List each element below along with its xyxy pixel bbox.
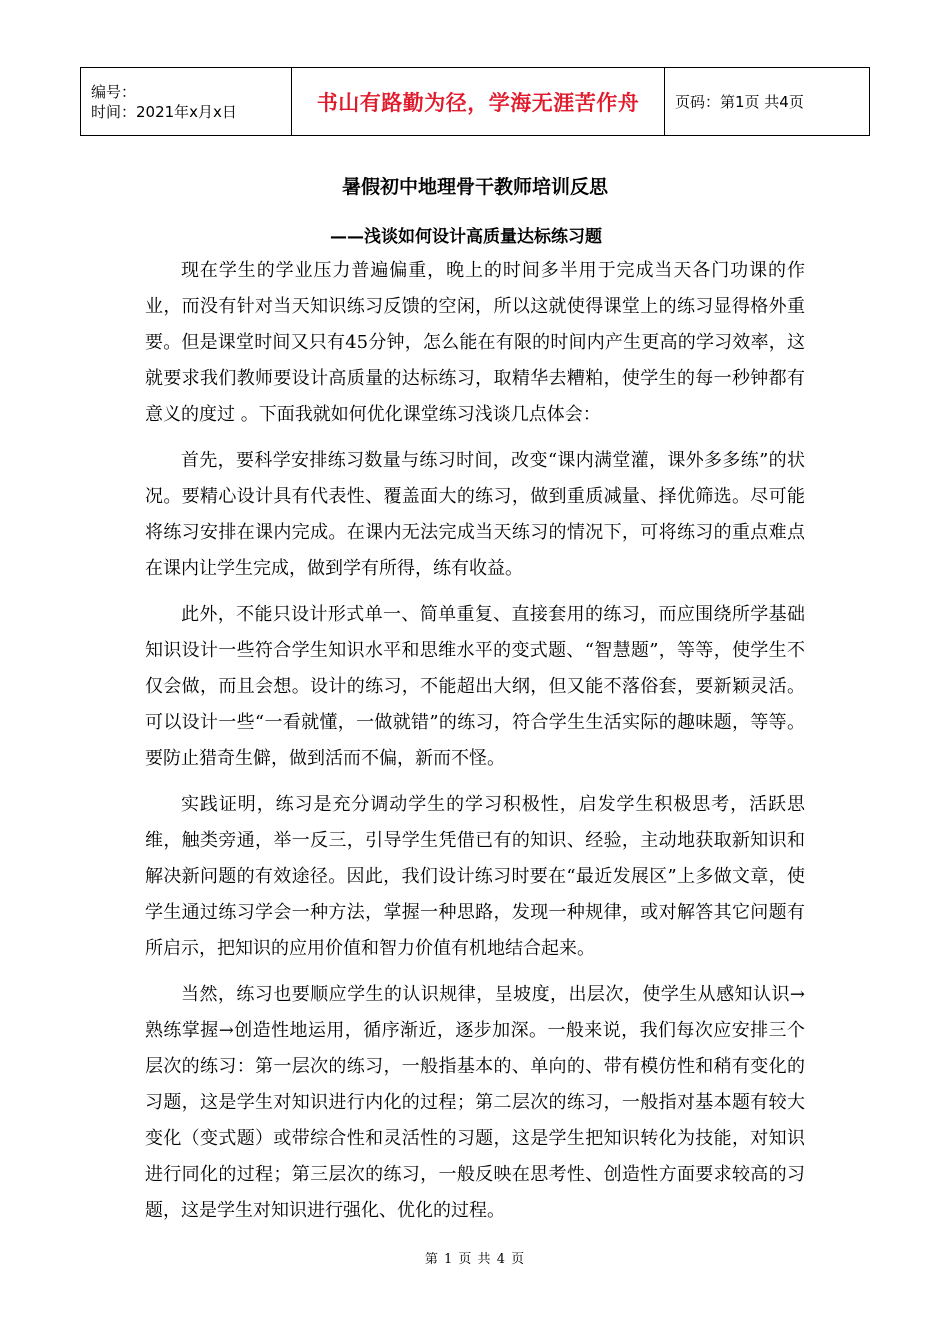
document-subtitle: ——浅谈如何设计高质量达标练习题 [330,227,602,247]
header-page-info: 页码：第1页 共4页 [665,68,870,136]
paragraph: 现在学生的学业压力普遍偏重，晚上的时间多半用于完成当天各门功课的作业，而没有针对当天知识练习反馈的空闲，所以这就使得课堂上的练习显得格外重要。但是课堂时间又只有45分钟，怎么能在有限的时间内产生更高的学习效率，这就要求我们教师要设计高质量的达标练习，取精华去糟粕，使学生的每一秒钟都有意义的度过 。下面我就如何优化课堂练习浅谈几点体会： [145,260,805,425]
page-footer: 第 1 页 共 4 页 [424,1252,526,1267]
paragraph: 实践证明，练习是充分调动学生的学习积极性，启发学生积极思考，活跃思维，触类旁通，举一反三，引导学生凭借已有的知识、经验，主动地获取新知识和解决新问题的有效途径。因此，我们设计练习时要在“最近发展区”上多做文章，使学生通过练习学会一种方法，掌握一种思路，发现一种规律，或对解答其它问题有所启示，把知识的应用价值和智力价值有机地结合起来。 [145,794,805,959]
paragraph: 当然，练习也要顺应学生的认识规律，呈坡度，出层次，使学生从感知认识→熟练掌握→创造性地运用，循序渐近，逐步加深。一般来说，我们每次应安排三个层次的练习：第一层次的练习，一般指基本的、单向的、带有模仿性和稍有变化的习题，这是学生对知识进行内化的过程；第二层次的练习，一般指对基本题有较大变化（变式题）或带综合性和灵活性的习题，这是学生把知识转化为技能，对知识进行同化的过程；第三层次的练习，一般反映在思考性、创造性方面要求较高的习题，这是学生对知识进行强化、优化的过程。 [145,984,805,1221]
header-meta-cell [81,68,292,136]
document-title: 暑假初中地理骨干教师培训反思 [341,176,608,198]
document-number-label: 编号： [91,82,137,101]
paragraph: 此外，不能只设计形式单一、简单重复、直接套用的练习，而应围绕所学基础知识设计一些符合学生知识水平和思维水平的变式题、“智慧题”，等等，使学生不仅会做，而且会想。设计的练习，不能超出大纲，但又能不落俗套，要新颖灵活。可以设计一些“一看就懂，一做就错”的练习，符合学生生活实际的趣味题，等等。要防止猎奇生僻，做到活而不偏，新而不怪。 [145,604,805,769]
document-time-label: 时间：2021年x月x日 [91,102,237,121]
header-table [80,67,870,136]
paragraph: 首先，要科学安排练习数量与练习时间，改变“课内满堂灌，课外多多练”的状况。要精心设计具有代表性、覆盖面大的练习，做到重质减量、择优筛选。尽可能将练习安排在课内完成。在课内无法完成当天练习的情况下，可将练习的重点难点在课内让学生完成，做到学有所得，练有收益。 [145,450,805,579]
header-motto: 书山有路勤为径，学海无涯苦作舟 [292,68,665,136]
document-body [145,253,805,1229]
